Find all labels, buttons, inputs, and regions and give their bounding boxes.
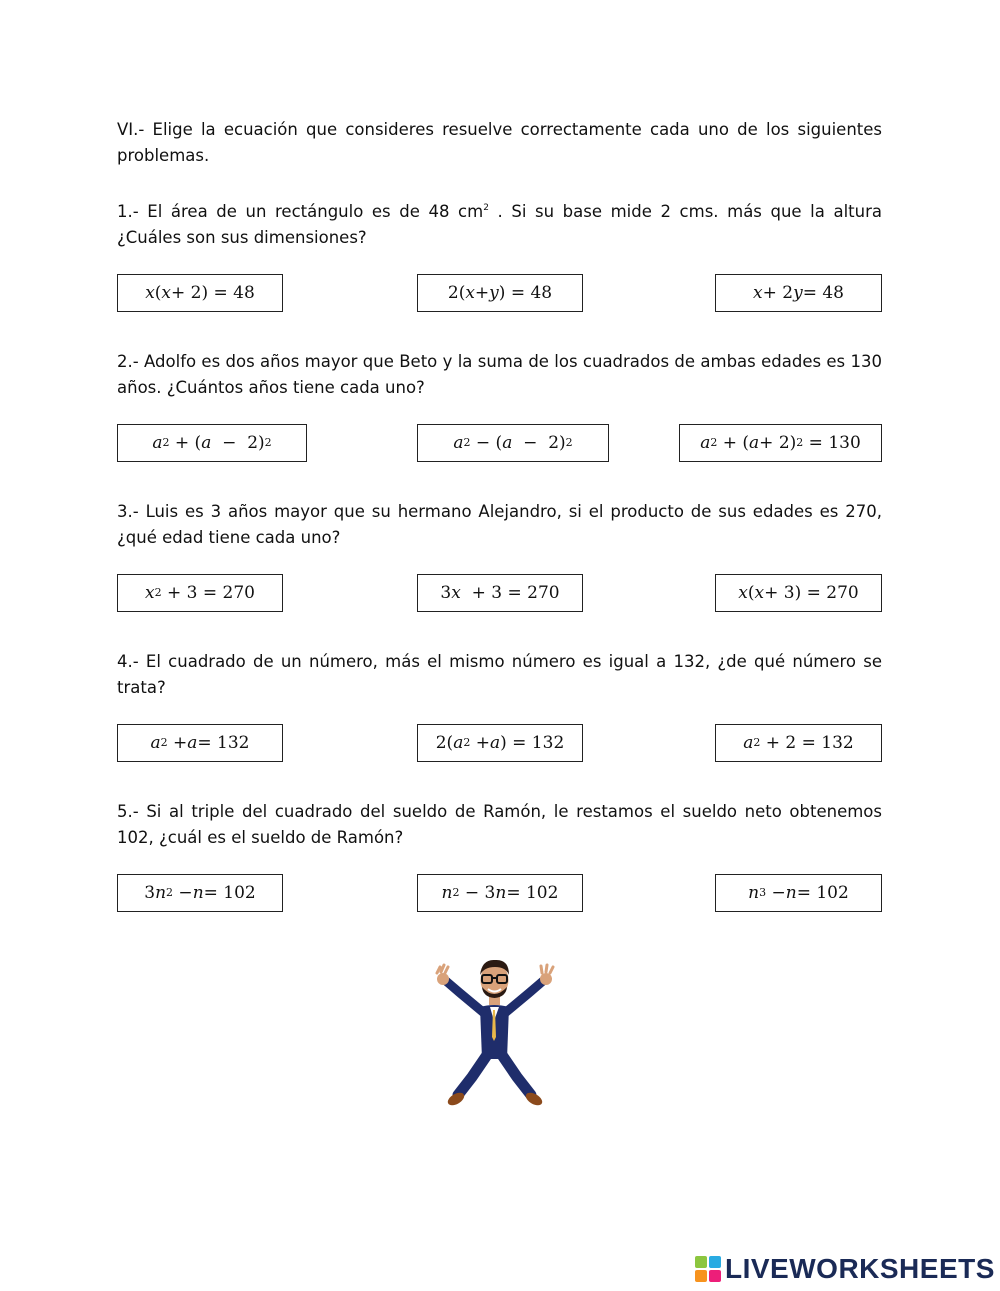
problem-1-option-2[interactable]: 2( x + y ) = 48 [417,274,583,312]
problem-3-option-2[interactable]: 3 x + 3 = 270 [417,574,583,612]
problem-4-option-2[interactable]: 2( a 2 + a ) = 132 [417,724,583,762]
liveworksheets-logo-mark-icon [695,1256,721,1282]
problem-1-text [117,199,882,251]
problem-5-option-3[interactable]: n 3 − n = 102 [715,874,882,912]
problem-1-unit-sup: 2 [483,203,489,213]
problem-2-option-3[interactable]: a 2 + ( a + 2) 2 = 130 [679,424,882,462]
problem-4-option-1[interactable]: a 2 + a = 132 [117,724,283,762]
problem-2-text: 2.- Adolfo es dos años mayor que Beto y la suma de los cuadrados de ambas edades es 130 años. ¿Cuántos años tiene cada uno? [117,352,882,397]
problem-2-option-2[interactable]: a 2 − ( a − 2) 2 [417,424,609,462]
problem-2-option-1[interactable]: a 2 + ( a − 2) 2 [117,424,307,462]
problem-1-option-1[interactable]: x ( x + 2) = 48 [117,274,283,312]
problem-3-option-3[interactable]: x ( x + 3) = 270 [715,574,882,612]
problem-4-option-3[interactable]: a 2 + 2 = 132 [715,724,882,762]
problem-4-text: 4.- El cuadrado de un número, más el mismo número es igual a 132, ¿de qué número se trata? [117,652,882,697]
liveworksheets-logo-text: LIVEWORKSHEETS [725,1253,995,1284]
problem-1-text-a: 1.- El área de un rectángulo es de 48 cm [117,202,484,221]
instructions: VI.- Elige la ecuación que consideres resuelve correctamente cada uno de los siguientes problemas. [117,120,882,165]
problem-5-option-1[interactable]: 3 n 2 − n = 102 [117,874,283,912]
liveworksheets-logo [695,1253,995,1285]
cartoon-teacher-avatar-icon [432,955,557,1110]
problem-3-option-1[interactable]: x 2 + 3 = 270 [117,574,283,612]
problem-3-text: 3.- Luis es 3 años mayor que su hermano Alejandro, si el producto de sus edades es 270, ¿qué edad tiene cada uno? [117,502,882,547]
problem-5-text: 5.- Si al triple del cuadrado del sueldo de Ramón, le restamos el sueldo neto obtenemos 102, ¿cuál es el sueldo de Ramón? [117,802,882,847]
problem-1-option-3[interactable]: x + 2 y = 48 [715,274,882,312]
problem-1-text-b: . Si su base mide 2 cms. más que la altura ¿Cuáles son sus dimensiones? [117,202,882,247]
problem-5-option-2[interactable]: n 2 − 3 n = 102 [417,874,583,912]
